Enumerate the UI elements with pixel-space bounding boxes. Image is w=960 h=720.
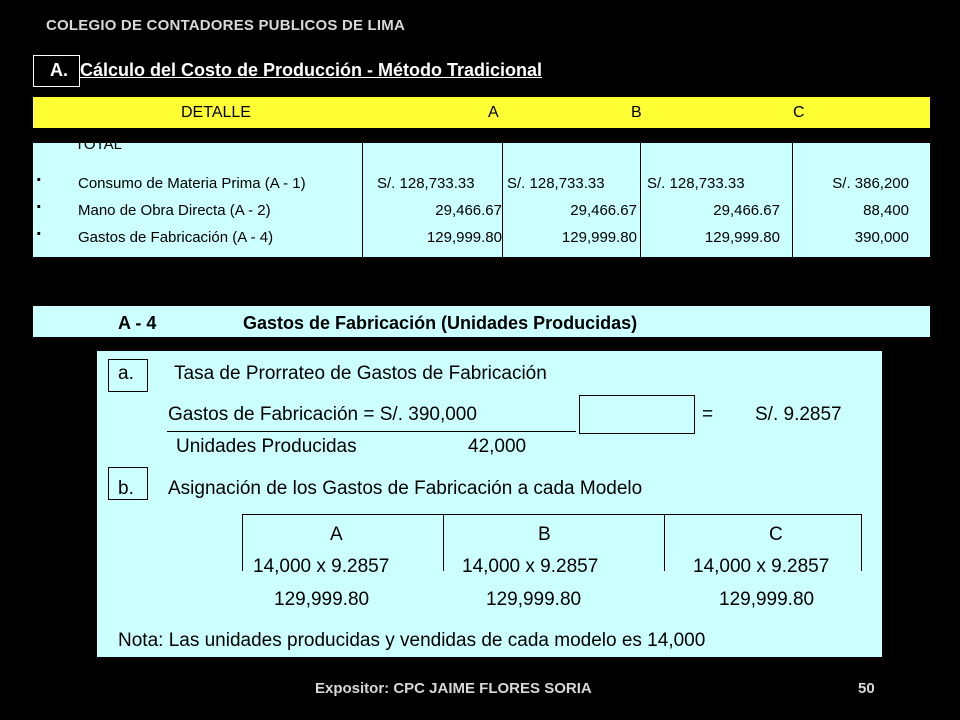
a4-code: A - 4 <box>118 313 157 333</box>
a4-title: Gastos de Fabricación (Unidades Producidas) <box>243 313 638 333</box>
column-divider <box>502 143 503 257</box>
row-value-a: S/. 128,733.33 <box>377 175 475 192</box>
row-value-a: 129,999.80 <box>426 229 502 246</box>
page-number: 50 <box>858 680 875 697</box>
section-title: Cálculo del Costo de Producción - Método Tradicional <box>80 60 543 80</box>
column-header-b: B <box>631 104 642 121</box>
row-value-total: S/. 386,200 <box>832 175 909 192</box>
column-header-total: TOTAL <box>75 136 122 153</box>
row-value-c: 129,999.80 <box>704 229 780 246</box>
table-header <box>33 97 930 128</box>
column-divider <box>792 143 793 257</box>
allocation-divider <box>861 514 862 571</box>
row-value-b: 129,999.80 <box>561 229 637 246</box>
model-formula-a: 14,000 x 9.2857 <box>253 556 390 577</box>
model-amount-c: 129,999.80 <box>719 589 815 610</box>
rate-result: S/. 9.2857 <box>755 404 842 425</box>
cost-table <box>33 136 930 257</box>
column-divider <box>362 143 363 257</box>
allocation-divider <box>242 514 243 571</box>
row-value-c: S/. 128,733.33 <box>647 175 745 192</box>
column-header-c: C <box>793 104 805 121</box>
model-name-c: C <box>769 524 783 545</box>
row-bullet: . <box>36 164 42 186</box>
rate-denominator-value: 42,000 <box>468 436 527 457</box>
column-header-a: A <box>488 104 499 121</box>
rate-numerator: Gastos de Fabricación = S/. 390,000 <box>168 404 477 425</box>
speaker: Expositor: CPC JAIME FLORES SORIA <box>315 680 592 697</box>
rate-denominator-label: Unidades Producidas <box>176 436 357 457</box>
model-formula-b: 14,000 x 9.2857 <box>462 556 599 577</box>
row-detalle: Gastos de Fabricación (A - 4) <box>78 229 274 246</box>
row-value-total: 88,400 <box>863 202 909 219</box>
row-detalle: Consumo de Materia Prima (A - 1) <box>78 175 306 192</box>
row-value-total: 390,000 <box>854 229 909 246</box>
row-value-b: 29,466.67 <box>570 202 637 219</box>
a4-header <box>33 306 930 337</box>
row-value-b: S/. 128,733.33 <box>507 175 605 192</box>
rate-equals: = <box>702 404 714 425</box>
organization-name: COLEGIO DE CONTADORES PUBLICOS DE LIMA <box>46 17 406 34</box>
allocation-note: Nota: Las unidades producidas y vendidas de cada modelo es 14,000 <box>118 630 706 651</box>
allocation-title: Asignación de los Gastos de Fabricación a cada Modelo <box>168 478 643 499</box>
fraction-line <box>167 431 576 432</box>
allocation-top-rule <box>242 514 862 515</box>
row-value-a: 29,466.67 <box>435 202 502 219</box>
row-bullet: . <box>36 218 42 240</box>
model-amount-b: 129,999.80 <box>486 589 582 610</box>
allocation-divider <box>443 514 444 571</box>
allocation-divider <box>664 514 665 571</box>
column-divider <box>640 143 641 257</box>
rate-title: Tasa de Prorrateo de Gastos de Fabricación <box>174 363 547 384</box>
result-box <box>579 395 695 434</box>
model-amount-a: 129,999.80 <box>274 589 370 610</box>
row-bullet: . <box>36 191 42 213</box>
model-name-a: A <box>330 524 343 545</box>
row-detalle: Mano de Obra Directa (A - 2) <box>78 202 271 219</box>
rate-label: a. <box>118 363 134 384</box>
calculation-panel <box>97 351 882 657</box>
row-value-c: 29,466.67 <box>713 202 780 219</box>
model-formula-c: 14,000 x 9.2857 <box>693 556 830 577</box>
model-name-b: B <box>538 524 551 545</box>
section-letter: A. <box>50 60 68 80</box>
column-header-detalle: DETALLE <box>181 104 251 121</box>
allocation-label: b. <box>118 478 134 499</box>
